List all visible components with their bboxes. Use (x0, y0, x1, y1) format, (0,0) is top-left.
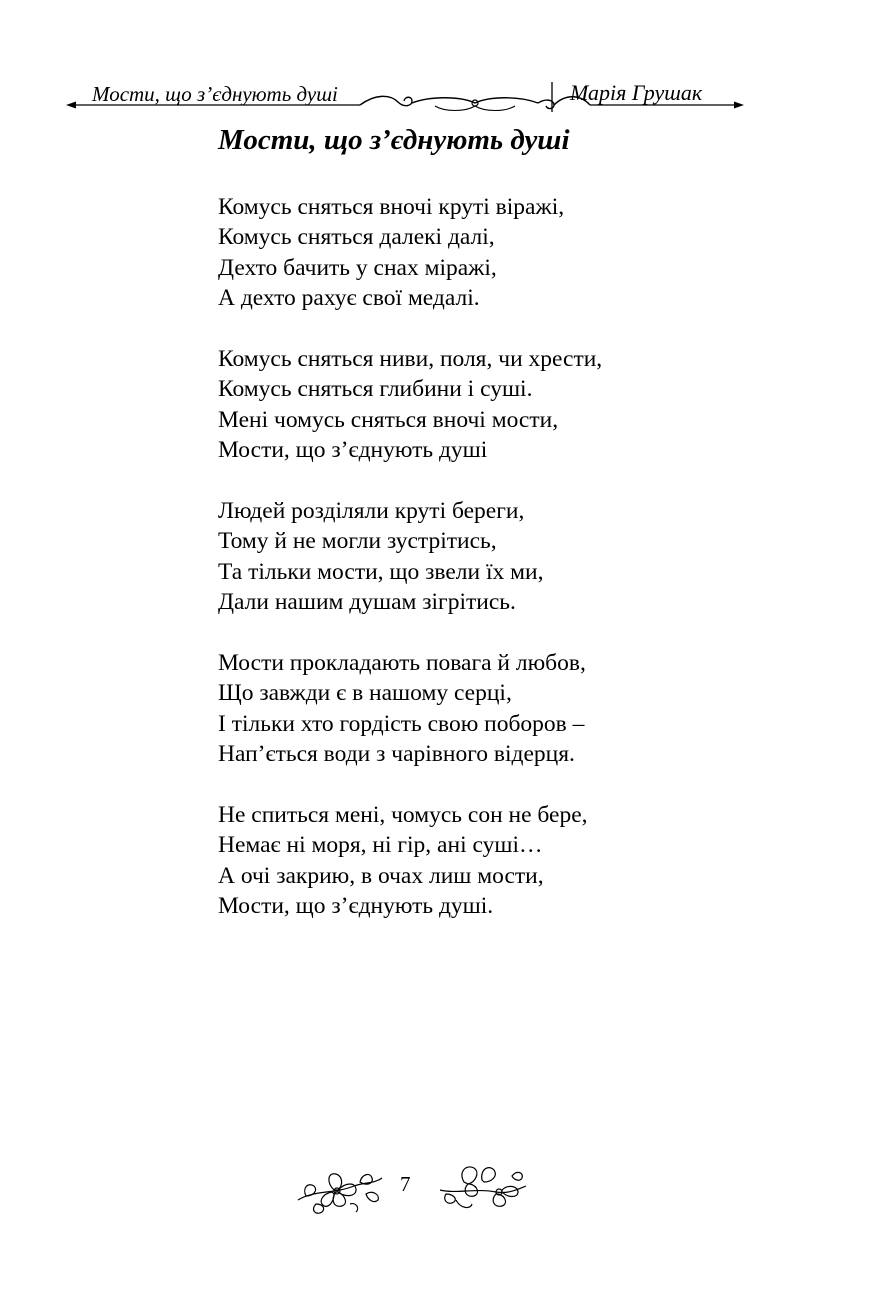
header-author: Марія Грушак (570, 80, 703, 105)
poem-line: Дехто бачить у снах міражі, (218, 254, 497, 281)
poem-line: Мені чомусь сняться вночі мости, (218, 406, 559, 433)
poem-line: Мости прокладають повага й любов, (218, 650, 586, 677)
stanza (218, 344, 602, 466)
poem-line: Людей розділяли круті береги, (218, 498, 525, 525)
poem-line: Тому й не могли зустрітись, (218, 528, 497, 555)
page-footer (290, 1160, 530, 1220)
poem-line: Комусь сняться вночі круті віражі, (218, 194, 565, 220)
poem-line: Комусь сняться далекі далі, (218, 224, 495, 251)
poem-body (218, 192, 602, 952)
stanza (218, 800, 602, 922)
poem-line: А очі закрию, в очах лиш мости, (218, 862, 544, 889)
flower-ornament-icon (294, 1160, 386, 1218)
poem-line: Комусь сняться ниви, поля, чи хрести, (218, 346, 603, 373)
poem-line: Немає ні моря, ні гір, ані суші… (218, 832, 543, 859)
poem-line: А дехто рахує свої медалі. (218, 285, 480, 312)
poem-line: Не спиться мені, чомусь сон не бере, (218, 802, 588, 829)
stanza (218, 192, 602, 314)
header-title: Мости, що з’єднують душі (92, 82, 338, 106)
poem-line: Нап’ється води з чарівного відерця. (218, 741, 575, 768)
page-number: 7 (400, 1172, 411, 1196)
poem-line: Що завжди є в нашому серці, (218, 680, 512, 707)
poem-line: Мости, що з’єднують душі. (218, 893, 494, 920)
poem-line: Дали нашим душам зігрітись. (218, 589, 516, 616)
stanza (218, 648, 602, 770)
poem-line: Комусь сняться глибини і суші. (218, 376, 533, 403)
poem-title: Мости, що з’єднують душі (218, 124, 570, 156)
flower-ornament-icon (436, 1160, 528, 1218)
poem-line: Та тільки мости, що звели їх ми, (218, 558, 544, 585)
stanza (218, 496, 602, 618)
running-header (60, 72, 750, 122)
poem-line: Мости, що з’єднують душі (218, 437, 488, 464)
poem-line: І тільки хто гордість свою поборов – (218, 710, 585, 737)
